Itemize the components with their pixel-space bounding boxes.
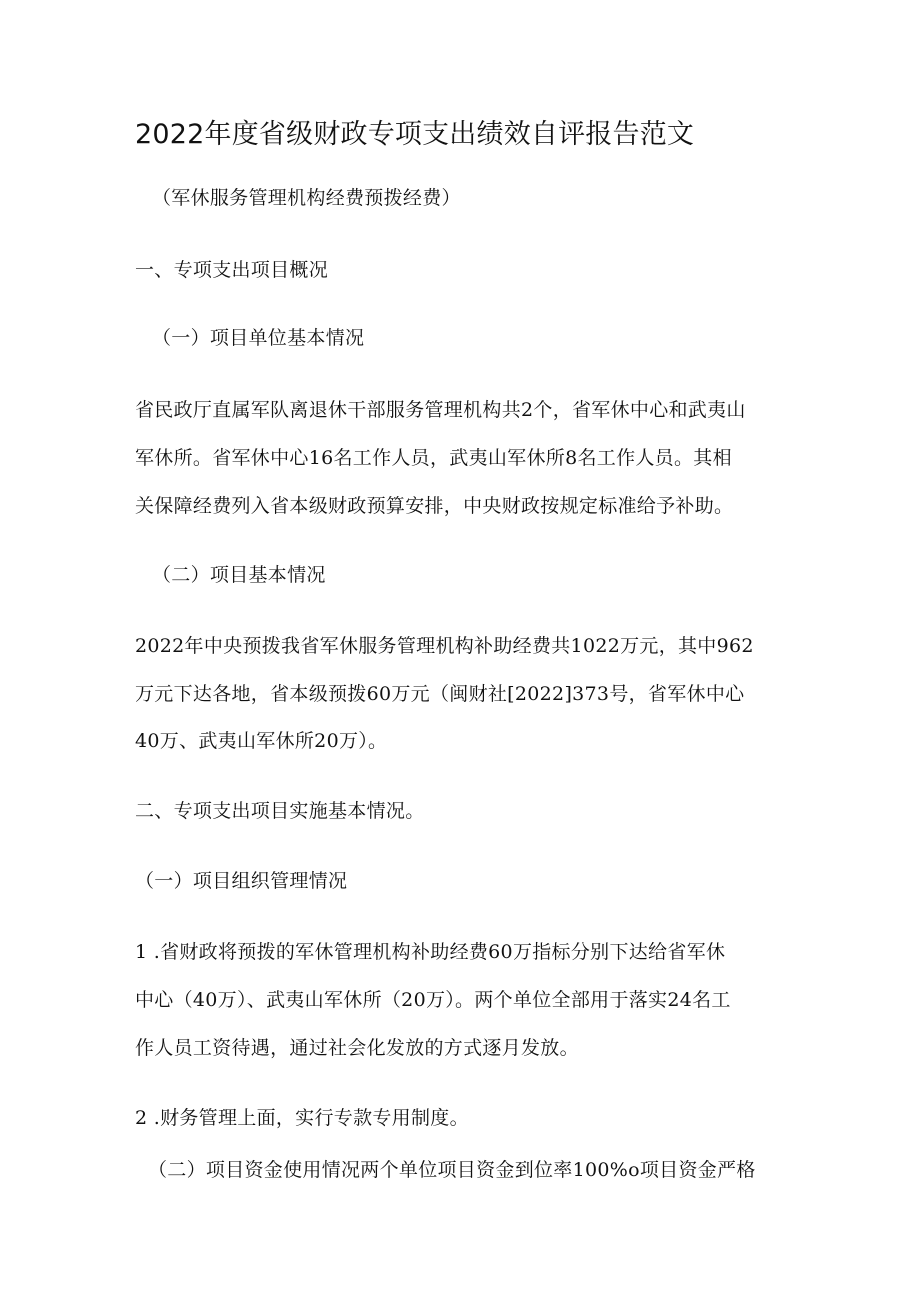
- subsection-heading-2-1: （一）项目组织管理情况: [135, 870, 348, 892]
- section-heading-1: 一、专项支出项目概况: [135, 259, 329, 281]
- list-item-line: 1 .省财政将预拨的军休管理机构补助经费60万指标分别下达给省军休: [135, 941, 726, 963]
- paragraph-line: 万元下达各地，省本级预拨60万元（闽财社[2022]373号，省军休中心: [135, 683, 745, 705]
- section-heading-2: 二、专项支出项目实施基本情况。: [135, 800, 425, 822]
- document-title: 2022年度省级财政专项支出绩效自评报告范文: [135, 119, 695, 150]
- paragraph-line: 2022年中央预拨我省军休服务管理机构补助经费共1022万元，其中962: [135, 635, 754, 657]
- paragraph-line: 关保障经费列入省本级财政预算安排，中央财政按规定标准给予补助。: [135, 495, 734, 517]
- subsection-heading-1-2: （二）项目基本情况: [152, 564, 326, 586]
- list-item-line: 2 .财务管理上面，实行专款专用制度。: [135, 1107, 469, 1129]
- paragraph-line: （二）项目资金使用情况两个单位项目资金到位率100%o项目资金严格: [148, 1159, 756, 1181]
- paragraph-line: 军休所。省军休中心16名工作人员，武夷山军休所8名工作人员。其相: [135, 447, 732, 469]
- paragraph-line: 省民政厅直属军队离退休干部服务管理机构共2个，省军休中心和武夷山: [135, 399, 746, 421]
- subsection-heading-1-1: （一）项目单位基本情况: [152, 327, 365, 349]
- paragraph-line: 40万、武夷山军休所20万）。: [135, 730, 388, 752]
- list-item-line: 中心（40万）、武夷山军休所（20万）。两个单位全部用于落实24名工: [135, 989, 731, 1011]
- list-item-line: 作人员工资待遇，通过社会化发放的方式逐月发放。: [135, 1037, 579, 1059]
- document-subtitle: （军休服务管理机构经费预拨经费）: [152, 187, 461, 209]
